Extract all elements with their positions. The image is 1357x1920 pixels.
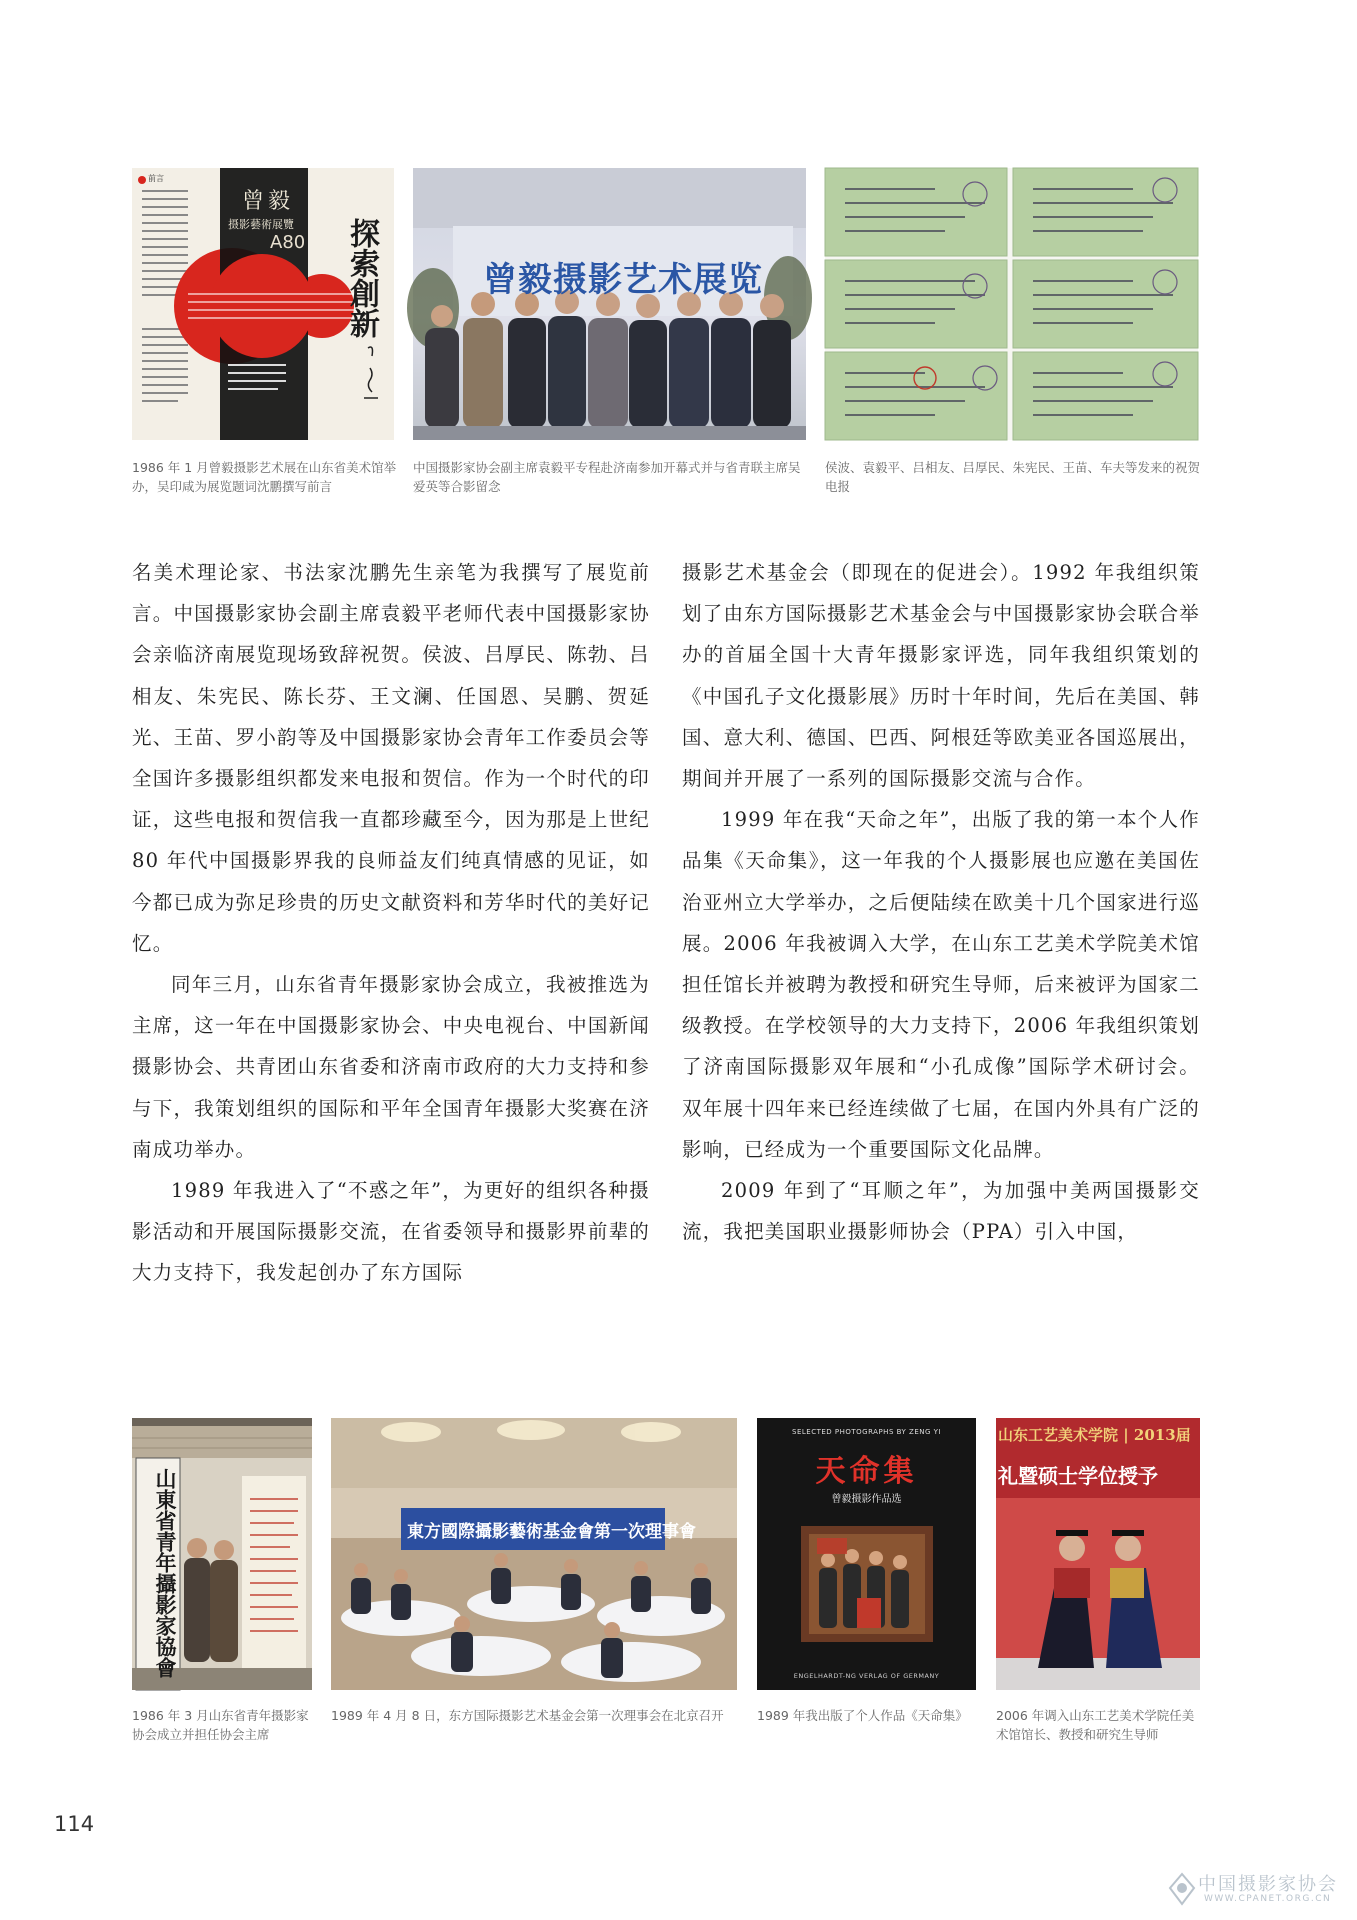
exhibition-poster-photo [132, 168, 394, 440]
caption-opening-ceremony: 中国摄影家协会副主席袁毅平专程赴济南参加开幕式并与省青联主席吴爱英等合影留念 [413, 460, 801, 494]
caption-association-founding: 1986 年 3 月山东省青年摄影家协会成立并担任协会主席 [132, 1708, 309, 1742]
caption-foundation-meeting: 1989 年 4 月 8 日，东方国际摄影艺术基金会第一次理事会在北京召开 [331, 1708, 724, 1723]
caption-telegrams: 侯波、袁毅平、吕相友、吕厚民、朱宪民、王苗、车夫等发来的祝贺电报 [825, 460, 1201, 494]
left-paragraph-3: 1989 年我进入了“不惑之年”，为更好的组织各种摄影活动和开展国际摄影交流，在省委领导和摄影界前辈的大力支持下，我发起创办了东方国际 [132, 1179, 650, 1285]
right-paragraph-3: 2009 年到了“耳顺之年”，为加强中美两国摄影交流，我把美国职业摄影师协会（PPA）引入中国， [682, 1179, 1200, 1244]
foundation-meeting-photo [331, 1418, 737, 1690]
meeting-banner-text: 東方國際攝影藝術基金會第一次理事會 [407, 1522, 696, 1542]
opening-ceremony-photo [413, 168, 806, 440]
right-paragraph-1: 摄影艺术基金会（即现在的促进会）。1992 年我组织策划了由东方国际摄影艺术基金会与中国摄影家协会联合举办的首届全国十大青年摄影家评选，同年我组织策划的《中国孔子文化摄影展》历时十年时间，先后在美国、韩国、意大利、德国、巴西、阿根廷等欧美亚各国巡展出，期间并开展了一系列的国际摄影交流与合作。 [682, 561, 1200, 791]
caption-graduation: 2006 年调入山东工艺美术学院任美术馆馆长、教授和研究生导师 [996, 1708, 1195, 1742]
watermark-url: WWW.CPANET.ORG.CN [1204, 1894, 1332, 1904]
graduation-ceremony-photo [996, 1418, 1200, 1690]
book-top-text: SELECTED PHOTOGRAPHS BY ZENG YI [792, 1428, 941, 1436]
right-paragraph-2: 1999 年在我“天命之年”，出版了我的第一本个人作品集《天命集》，这一年我的个人摄影展也应邀在美国佐治亚州立大学举办，之后便陆续在欧美十几个国家进行巡展。2006 年我被调入大学，在山东工艺美术学院美术馆担任馆长并被聘为教授和研究生导师，后来被评为国家二级教授。在学校领导的大力支持下，2006 年我组织策划了济南国际摄影双年展和“小孔成像”国际学术研讨会。双年展十四年来已经连续做了七届，在国内外具有广泛的影响，已经成为一个重要国际文化品牌。 [682, 808, 1200, 1161]
association-founding-photo [132, 1418, 312, 1690]
watermark [1168, 1868, 1348, 1912]
graduation-banner-line1: 山东工艺美术学院 | 2013届 [998, 1426, 1191, 1444]
body-column-left [132, 552, 650, 1294]
telegrams-photo [825, 168, 1198, 440]
caption-tianming-book: 1989 年我出版了个人作品《天命集》 [757, 1708, 968, 1723]
caption-exhibition-poster: 1986 年 1 月曾毅摄影艺术展在山东省美术馆举办，吴印咸为展览题词沈鹏撰写前言 [132, 460, 397, 494]
graduation-banner-line2: 礼暨硕士学位授予 [998, 1464, 1158, 1488]
left-paragraph-1: 名美术理论家、书法家沈鹏先生亲笔为我撰写了展览前言。中国摄影家协会副主席袁毅平老师代表中国摄影家协会亲临济南展览现场致辞祝贺。侯波、吕厚民、陈勃、吕相友、朱宪民、陈长芬、王文澜、任国恩、吴鹏、贺延光、王苗、罗小韵等及中国摄影家协会青年工作委员会等全国许多摄影组织都发来电报和贺信。作为一个时代的印证，这些电报和贺信我一直都珍藏至今，因为那是上世纪 80 年代中国摄影界我的良师益友们纯真情感的见证，如今都已成为弥足珍贵的历史文献资料和芳华时代的美好记忆。 [132, 561, 650, 955]
ceremony-banner-text: 曾毅摄影艺术展览 [483, 260, 763, 300]
body-column-right [682, 552, 1200, 1252]
poster-title-main: 曾毅 [242, 189, 295, 214]
book-title: 天命集 [815, 1454, 918, 1489]
poster-title-sub: 摄影藝術展覽 [228, 218, 294, 231]
book-publisher: ENGELHARDT-NG VERLAG OF GERMANY [793, 1672, 940, 1680]
association-logo-icon [1168, 1872, 1196, 1906]
poster-calligraphy: 探索創新 [344, 218, 379, 338]
page-number: 114 [54, 1812, 95, 1836]
tianming-book-cover-photo [757, 1418, 976, 1690]
poster-title-number: A80 [270, 232, 306, 253]
watermark-text: 中国摄影家协会 [1198, 1874, 1338, 1895]
poster-preface-label: 前言 [148, 174, 164, 183]
association-sign-text: 山東省青年攝影家協會 [153, 1468, 177, 1678]
book-subtitle: 曾毅摄影作品选 [831, 1494, 902, 1505]
left-paragraph-2: 同年三月，山东省青年摄影家协会成立，我被推选为主席，这一年在中国摄影家协会、中央电视台、中国新闻摄影协会、共青团山东省委和济南市政府的大力支持和参与下，我策划组织的国际和平年全国青年摄影大奖赛在济南成功举办。 [132, 973, 650, 1161]
